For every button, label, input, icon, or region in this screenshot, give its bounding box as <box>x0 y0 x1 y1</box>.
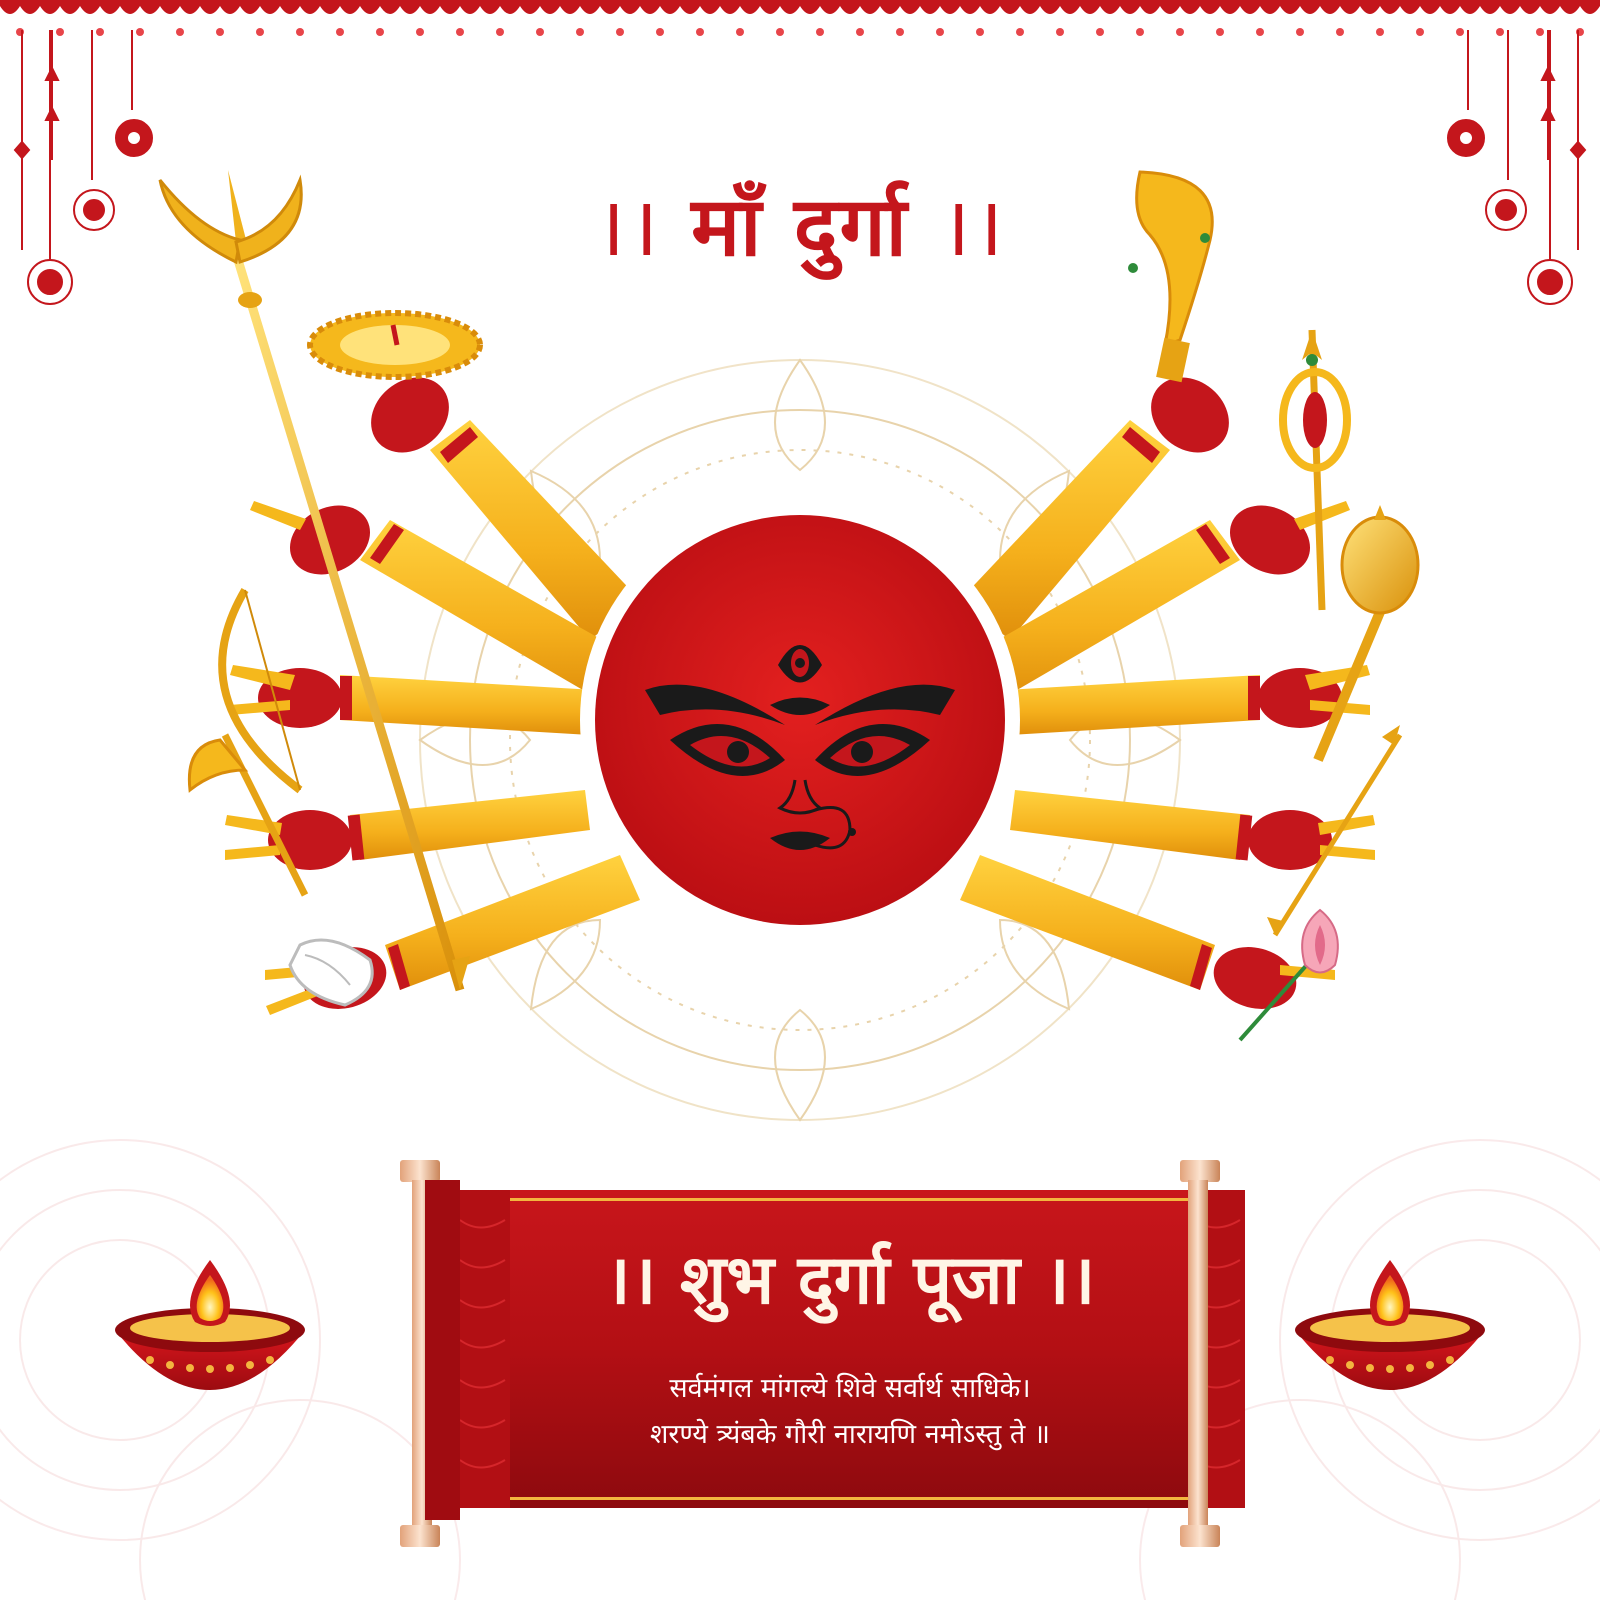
page-title <box>0 168 1600 280</box>
chakra-icon <box>310 313 480 377</box>
durga-face <box>580 500 1020 940</box>
top-border <box>0 0 1600 36</box>
banner-heading: ।। शुभ दुर्गा पूजा ।। <box>604 1240 1096 1320</box>
mace-icon <box>1318 505 1418 760</box>
title-left-bars: ।। <box>594 180 661 275</box>
diya-icon <box>1295 1260 1485 1390</box>
scroll-banner <box>400 1160 1245 1547</box>
title-right-bars: ।। <box>939 180 1006 275</box>
left-arms <box>225 362 640 1018</box>
diya-icon <box>115 1260 305 1390</box>
shloka-line-2: शरण्ये त्र्यंबके गौरी नारायणि नमोऽस्तु ते ॥ <box>650 1419 1050 1450</box>
shloka-line-1: सर्वमंगल मांगल्ये शिवे सर्वार्थ साधिके। <box>669 1373 1031 1404</box>
title-text: माँ दुर्गा <box>691 179 909 275</box>
